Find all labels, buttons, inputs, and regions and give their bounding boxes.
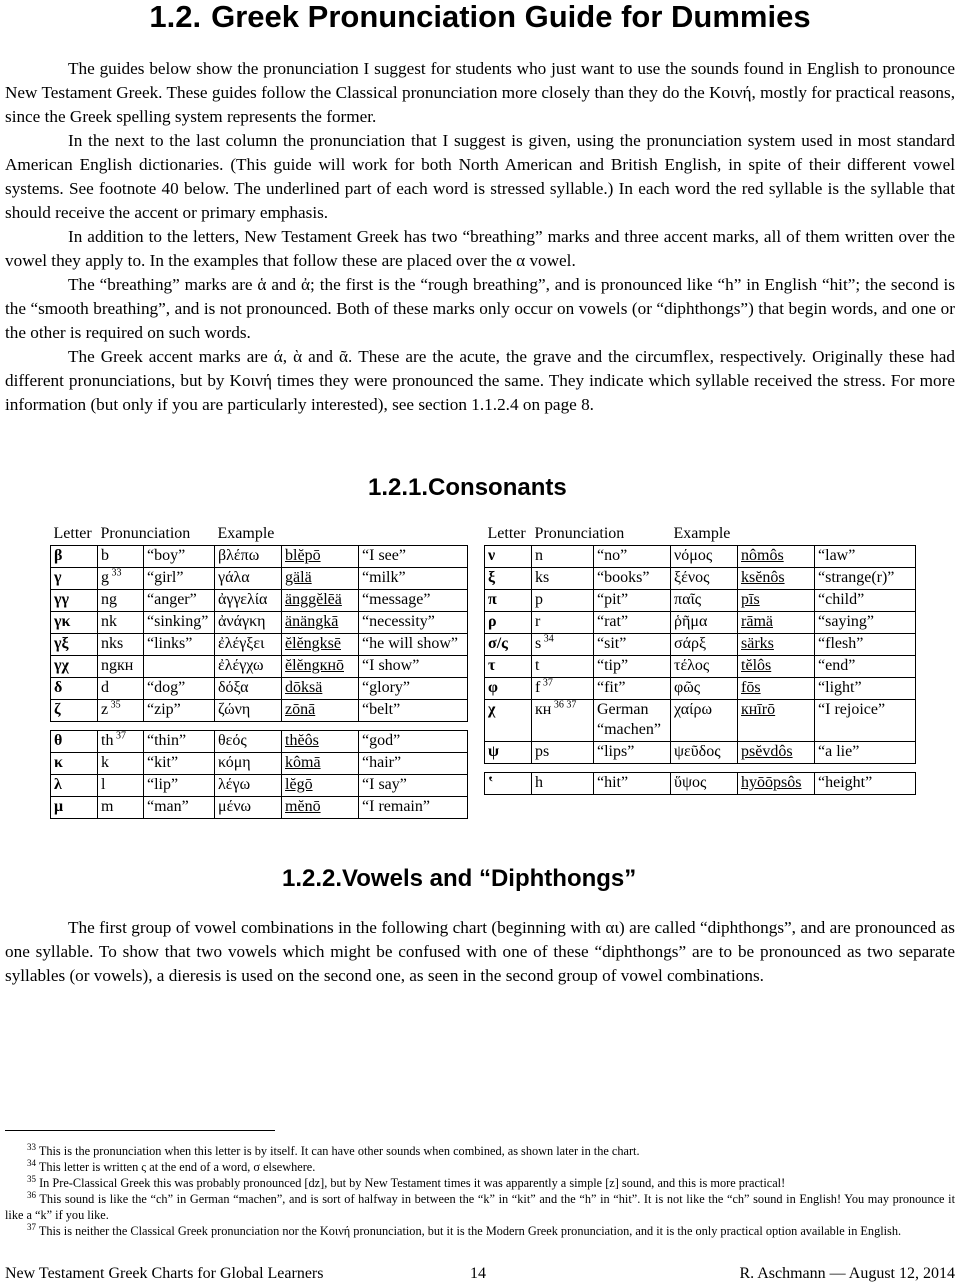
letter-cell: λ: [51, 775, 98, 797]
greek-example-cell: μένω: [215, 797, 282, 819]
sound-cell: [532, 773, 594, 795]
meaning-cell: “I rejoice”: [815, 700, 916, 742]
meaning-cell: “god”: [359, 731, 468, 753]
english-word-cell: “sinking”: [144, 612, 215, 634]
header-example: Example: [217, 525, 275, 542]
footnote-ref: 33: [109, 567, 122, 579]
sound-cell: [98, 546, 144, 568]
footnote-text: This is the pronunciation when this letter is by itself. It can have other sounds when combined, as shown later in the chart.: [36, 1144, 640, 1158]
letter-cell: χ: [485, 700, 532, 742]
footnote-ref: 36 37: [551, 699, 577, 711]
greek-example-cell: ἀγγελία: [215, 590, 282, 612]
table-row: [51, 678, 468, 700]
header-letter: Letter: [487, 525, 526, 542]
table-row: [485, 634, 916, 656]
meaning-cell: “glory”: [359, 678, 468, 700]
footnote-number: 37: [27, 1221, 36, 1232]
sound-text: ngкн: [101, 657, 134, 674]
sound-cell: [98, 612, 144, 634]
sound-cell: [98, 656, 144, 678]
greek-example-cell: ψεῦδος: [671, 742, 738, 764]
transcription-cell: blĕpō: [282, 546, 359, 568]
letter-cell: τ: [485, 656, 532, 678]
english-word-cell: “rat”: [594, 612, 671, 634]
footnote: [5, 1175, 955, 1191]
greek-example-cell: ζώνη: [215, 700, 282, 722]
sound-text: h: [535, 774, 543, 791]
greek-example-cell: ἀνάγκη: [215, 612, 282, 634]
letter-cell: δ: [51, 678, 98, 700]
footnote-ref: 37: [113, 730, 126, 742]
table-row: [51, 568, 468, 590]
table-row: [51, 775, 468, 797]
english-word-cell: “lip”: [144, 775, 215, 797]
greek-example-cell: φῶς: [671, 678, 738, 700]
letter-cell: ζ: [51, 700, 98, 722]
sound-text: ps: [535, 743, 550, 760]
letter-cell: ρ: [485, 612, 532, 634]
meaning-cell: “law”: [815, 546, 916, 568]
meaning-cell: “child”: [815, 590, 916, 612]
sound-cell: [98, 700, 144, 722]
english-word-cell: “hit”: [594, 773, 671, 795]
table-row: [485, 656, 916, 678]
sound-cell: [532, 678, 594, 700]
letter-cell: ξ: [485, 568, 532, 590]
english-word-cell: German “machen”: [594, 700, 671, 742]
sound-cell: [532, 568, 594, 590]
greek-example-cell: δόξα: [215, 678, 282, 700]
transcription-cell: hyōōpsôs: [738, 773, 815, 795]
header-example: Example: [673, 525, 731, 542]
transcription-cell: mĕnō: [282, 797, 359, 819]
intro-paragraph-2: In the next to the last column the pronunciation that I suggest is given, using the pronunciation system used in most standard American English dictionaries. (This guide will work for both North American and British English, in spite of their different vowel systems. See footnote 40 below. The underlined part of each word is stressed syllable.) In each word the red syllable is the syllable that should receive the accent or primary emphasis.: [5, 131, 955, 222]
intro-text: [5, 57, 955, 417]
footnote-text: This letter is written ς at the end of a word, σ elsewhere.: [36, 1160, 316, 1174]
sound-text: ks: [535, 569, 550, 586]
table-row: [51, 753, 468, 775]
footnote-number: 33: [27, 1141, 36, 1152]
table-row: [51, 612, 468, 634]
intro-paragraph-5: The Greek accent marks are ά, ὰ and ᾶ. These are the acute, the grave and the circumflex, respectively. Originally these had different pronunciations, but by Κοινή times they were pronounced the same. They indicate which syllable received the stress. For more information (but only if you are particularly interested), see section 1.1.2.4 on page 8.: [5, 347, 955, 414]
footnote-text: In Pre-Classical Greek this was probably pronounced [dz], but by New Testament times it was apparently a simple [z] sound, and this is more practical!: [36, 1176, 786, 1190]
meaning-cell: “message”: [359, 590, 468, 612]
meaning-cell: “belt”: [359, 700, 468, 722]
table-row: [485, 546, 916, 568]
vowels-paragraph: The first group of vowel combinations in the following chart (beginning with αι) are called “diphthongs”, and are pronounced as one syllable. To show that two vowels which might be confused with one of these “diphthongs” are to be pronounced as two separate syllables (or vowels), a dieresis is used on the second one, as seen in the second group of vowel combinations.: [5, 918, 955, 985]
meaning-cell: “end”: [815, 656, 916, 678]
vowels-heading: 1.2.2.Vowels and “Diphthongs”: [282, 865, 637, 892]
sound-cell: [532, 612, 594, 634]
consonants-heading: 1.2.1.Consonants: [368, 474, 567, 501]
meaning-cell: “hair”: [359, 753, 468, 775]
sound-cell: [98, 797, 144, 819]
sound-cell: [98, 678, 144, 700]
table-row: [485, 568, 916, 590]
table-row: [51, 656, 468, 678]
sound-text: s: [535, 635, 542, 652]
meaning-cell: “I remain”: [359, 797, 468, 819]
sound-text: t: [535, 657, 540, 674]
sound-text: th: [101, 732, 114, 749]
greek-example-cell: ῥῆμα: [671, 612, 738, 634]
transcription-cell: pīs: [738, 590, 815, 612]
letter-cell: μ: [51, 797, 98, 819]
transcription-cell: thĕôs: [282, 731, 359, 753]
sound-text: f: [535, 679, 541, 696]
meaning-cell: “necessity”: [359, 612, 468, 634]
table-row: [51, 590, 468, 612]
table-header-row: [51, 523, 468, 546]
spacer-cell: [51, 722, 468, 731]
english-word-cell: “dog”: [144, 678, 215, 700]
table-row: [485, 590, 916, 612]
table-row: [51, 546, 468, 568]
sound-text: z: [101, 701, 109, 718]
transcription-cell: rāmä: [738, 612, 815, 634]
meaning-cell: “he will show”: [359, 634, 468, 656]
sound-cell: [532, 590, 594, 612]
greek-example-cell: θεός: [215, 731, 282, 753]
english-word-cell: “lips”: [594, 742, 671, 764]
transcription-cell: zōnā: [282, 700, 359, 722]
letter-cell: β: [51, 546, 98, 568]
sound-cell: [98, 590, 144, 612]
footnote-ref: 34: [541, 633, 554, 645]
meaning-cell: “milk”: [359, 568, 468, 590]
transcription-cell: ĕlĕngksē: [282, 634, 359, 656]
sound-cell: [532, 742, 594, 764]
row-spacer: [51, 722, 468, 731]
english-word-cell: “links”: [144, 634, 215, 656]
sound-text: n: [535, 547, 543, 564]
greek-example-cell: χαίρω: [671, 700, 738, 742]
english-word-cell: “sit”: [594, 634, 671, 656]
spacer-cell: [485, 764, 916, 773]
meaning-cell: “I show”: [359, 656, 468, 678]
transcription-cell: änggĕlēä: [282, 590, 359, 612]
transcription-cell: psĕvdôs: [738, 742, 815, 764]
intro-paragraph-1: The guides below show the pronunciation I suggest for students who just want to use the sounds found in English to pronounce New Testament Greek. These guides follow the Classical pronunciation more closely than they do the Κοινή, mostly for practical reasons, since the Greek spelling system represents the former.: [5, 59, 955, 126]
footer-author-date: R. Aschmann — August 12, 2014: [739, 1265, 955, 1282]
footnote: [5, 1223, 955, 1239]
table-row: [51, 731, 468, 753]
footnote: [5, 1143, 955, 1159]
table-row: [51, 700, 468, 722]
transcription-cell: ĕlĕngкнō: [282, 656, 359, 678]
sound-text: b: [101, 547, 109, 564]
meaning-cell: “saying”: [815, 612, 916, 634]
english-word-cell: “boy”: [144, 546, 215, 568]
sound-cell: [98, 775, 144, 797]
sound-text: d: [101, 679, 109, 696]
letter-cell: γγ: [51, 590, 98, 612]
transcription-cell: dōksä: [282, 678, 359, 700]
english-word-cell: “pit”: [594, 590, 671, 612]
footnote: [5, 1159, 955, 1175]
greek-example-cell: ἐλέγξει: [215, 634, 282, 656]
english-word-cell: “girl”: [144, 568, 215, 590]
table-row: [485, 678, 916, 700]
letter-cell: γξ: [51, 634, 98, 656]
footnote-divider: [5, 1130, 275, 1131]
table-row: [485, 612, 916, 634]
transcription-cell: änängkā: [282, 612, 359, 634]
footnote-text: This sound is like the “ch” in German “machen”, and is sort of halfway in between the “k” in “kit” and the “h” in “hit”. It is not like the “ch” sound in English! You may pronounce it like a “k” if you like.: [5, 1192, 955, 1222]
sound-text: p: [535, 591, 543, 608]
transcription-cell: kômā: [282, 753, 359, 775]
english-word-cell: “no”: [594, 546, 671, 568]
meaning-cell: “I say”: [359, 775, 468, 797]
greek-example-cell: ξένος: [671, 568, 738, 590]
sound-text: k: [101, 754, 109, 771]
greek-example-cell: λέγω: [215, 775, 282, 797]
sound-text: кн: [535, 701, 552, 718]
sound-cell: [532, 656, 594, 678]
greek-example-cell: σάρξ: [671, 634, 738, 656]
sound-cell: [98, 634, 144, 656]
sound-text: r: [535, 613, 541, 630]
sound-text: l: [101, 776, 106, 793]
letter-cell: θ: [51, 731, 98, 753]
transcription-cell: gälä: [282, 568, 359, 590]
english-word-cell: “fit”: [594, 678, 671, 700]
english-word-cell: “kit”: [144, 753, 215, 775]
sound-cell: [98, 753, 144, 775]
greek-example-cell: βλέπω: [215, 546, 282, 568]
meaning-cell: “strange(r)”: [815, 568, 916, 590]
footer-book-title: New Testament Greek Charts for Global Learners: [5, 1265, 324, 1282]
letter-cell: π: [485, 590, 532, 612]
header-pronunciation: Pronunciation: [100, 525, 191, 542]
meaning-cell: “light”: [815, 678, 916, 700]
vowels-text: [5, 916, 955, 988]
sound-cell: [98, 568, 144, 590]
table-row: [485, 742, 916, 764]
sound-cell: [532, 700, 594, 742]
footnotes: [5, 1143, 955, 1239]
sound-text: ng: [101, 591, 117, 608]
footer-page-number: 14: [470, 1265, 486, 1282]
greek-example-cell: παῖς: [671, 590, 738, 612]
intro-paragraph-4: The “breathing” marks are ἁ and ἀ; the first is the “rough breathing”, and is pronounced like “h” in English “hit”; the second is the “smooth breathing”, and is not pronounced. Both of these marks only occur on vowels (or “diphthongs”) that begin words, and one or the other is required on such words.: [5, 275, 955, 342]
transcription-cell: tĕlôs: [738, 656, 815, 678]
english-word-cell: “anger”: [144, 590, 215, 612]
letter-cell: ψ: [485, 742, 532, 764]
footnote-number: 34: [27, 1157, 36, 1168]
letter-cell: γ: [51, 568, 98, 590]
letter-cell: κ: [51, 753, 98, 775]
greek-example-cell: κόμη: [215, 753, 282, 775]
footnote-ref: 37: [540, 677, 553, 689]
greek-example-cell: νόμος: [671, 546, 738, 568]
meaning-cell: “height”: [815, 773, 916, 795]
row-spacer: [485, 764, 916, 773]
greek-example-cell: τέλος: [671, 656, 738, 678]
transcription-cell: fōs: [738, 678, 815, 700]
letter-cell: ʽ: [485, 773, 532, 795]
transcription-cell: nômôs: [738, 546, 815, 568]
sound-text: g: [101, 569, 109, 586]
consonants-table-right: [484, 523, 916, 795]
intro-paragraph-3: In addition to the letters, New Testament Greek has two “breathing” marks and three accent marks, all of them written over the vowel they apply to. In the examples that follow these are placed over the α vowel.: [5, 227, 955, 270]
letter-cell: γκ: [51, 612, 98, 634]
footnote-number: 36: [27, 1189, 36, 1200]
english-word-cell: “tip”: [594, 656, 671, 678]
sound-cell: [532, 634, 594, 656]
footnote-text: This is neither the Classical Greek pronunciation nor the Κοινή pronunciation, but it is the Modern Greek pronunciation, and it is the only practical option available in English.: [36, 1224, 902, 1238]
english-word-cell: “zip”: [144, 700, 215, 722]
table-row: [485, 700, 916, 742]
meaning-cell: “flesh”: [815, 634, 916, 656]
footnote-number: 35: [27, 1173, 36, 1184]
meaning-cell: “a lie”: [815, 742, 916, 764]
transcription-cell: кнīrō: [738, 700, 815, 742]
sound-text: nk: [101, 613, 117, 630]
sound-cell: [98, 731, 144, 753]
letter-cell: γχ: [51, 656, 98, 678]
transcription-cell: lĕgō: [282, 775, 359, 797]
letter-cell: σ/ς: [485, 634, 532, 656]
letter-cell: ν: [485, 546, 532, 568]
transcription-cell: särks: [738, 634, 815, 656]
header-pronunciation: Pronunciation: [534, 525, 625, 542]
english-word-cell: “man”: [144, 797, 215, 819]
transcription-cell: ksĕnôs: [738, 568, 815, 590]
greek-example-cell: ὕψος: [671, 773, 738, 795]
english-word-cell: [144, 656, 215, 678]
table-row: [51, 634, 468, 656]
table-row: [485, 773, 916, 795]
greek-example-cell: γάλα: [215, 568, 282, 590]
footnote: [5, 1191, 955, 1223]
table-row: [51, 797, 468, 819]
page-title: 1.2. Greek Pronunciation Guide for Dummies: [149, 0, 811, 34]
table-header-row: [485, 523, 916, 546]
sound-text: m: [101, 798, 114, 815]
english-word-cell: “books”: [594, 568, 671, 590]
header-letter: Letter: [53, 525, 92, 542]
footnote-ref: 35: [108, 699, 121, 711]
english-word-cell: “thin”: [144, 731, 215, 753]
letter-cell: φ: [485, 678, 532, 700]
consonants-table-left: [50, 523, 468, 819]
sound-text: nks: [101, 635, 124, 652]
sound-cell: [532, 546, 594, 568]
meaning-cell: “I see”: [359, 546, 468, 568]
greek-example-cell: ἐλέγχω: [215, 656, 282, 678]
